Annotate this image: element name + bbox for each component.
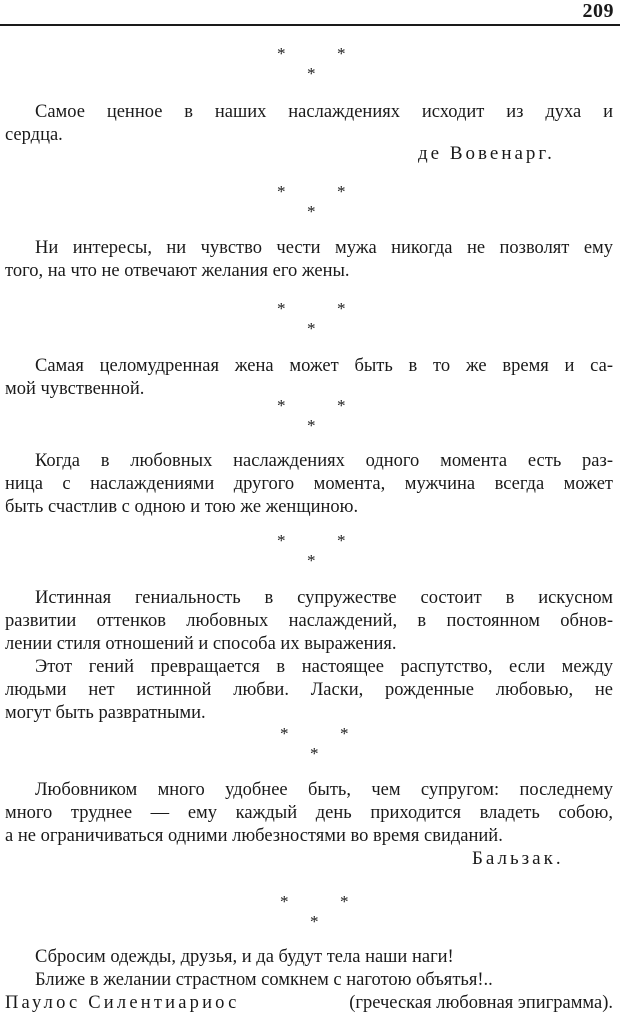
aphorism-vauvenargues <box>5 101 613 147</box>
verse-line: Сбросим одежды, друзья, и да будут тела наши наги! <box>35 947 454 967</box>
asterisk: * <box>307 416 316 435</box>
text-line: развитии оттенков любовных наслаждений, в постоянном обнов- <box>5 611 613 631</box>
aphorism-husband-honor <box>5 237 613 283</box>
asterisk: * <box>340 892 349 911</box>
epigram-source: (греческая любовная эпиграмма). <box>349 993 613 1013</box>
text-line: Этот гений превращается в настоящее распутство, если между <box>35 657 613 677</box>
text-line: Истинная гениальность в супружестве состоит в искусном <box>35 588 613 608</box>
epigram-author: Паулос Силентиариос <box>5 993 240 1013</box>
asterisk: * <box>277 44 286 63</box>
text-line: Когда в любовных наслаждениях одного момента есть раз- <box>35 451 613 471</box>
asterisk: * <box>277 396 286 415</box>
page-number: 209 <box>582 0 614 22</box>
asterisk: * <box>337 44 346 63</box>
aphorism-moments-of-pleasure <box>5 450 613 519</box>
asterism-separator <box>277 182 367 221</box>
asterism-separator <box>277 396 367 435</box>
asterisk: * <box>307 202 316 221</box>
text-line: а не ограничиваться одними любезностями во время свиданий. <box>5 826 503 846</box>
text-line: Ни интересы, ни чувство чести мужа никогда не позволят ему <box>35 238 613 258</box>
attribution-vauvenargues: де Вовенарг. <box>418 143 555 164</box>
epigram-verse <box>35 946 493 992</box>
text-line: людьми нет истинной любви. Ласки, рожденные любовью, не <box>5 680 613 700</box>
asterisk: * <box>280 892 289 911</box>
asterism-separator <box>277 531 367 570</box>
asterisk: * <box>277 182 286 201</box>
asterisk: * <box>307 64 316 83</box>
asterisk: * <box>340 724 349 743</box>
text-line: мой чувственной. <box>5 379 145 399</box>
asterisk: * <box>337 396 346 415</box>
text-line: много труднее — ему каждый день приходится владеть собою, <box>5 803 613 823</box>
text-line: быть счастлив с одною и тою же женщиною. <box>5 497 359 517</box>
text-line: лении стиля отношений и способа их выражения. <box>5 634 397 654</box>
aphorism-genius-in-marriage <box>5 587 613 725</box>
asterism-separator <box>277 44 367 83</box>
text-line: Самая целомудренная жена может быть в то же время и са- <box>35 356 613 376</box>
text-line: могут быть развратными. <box>5 703 206 723</box>
asterism-separator <box>280 892 370 931</box>
header-rule <box>0 24 620 26</box>
aphorism-lover-vs-husband <box>5 779 613 848</box>
asterism-separator <box>277 299 367 338</box>
asterism-separator <box>280 724 370 763</box>
attribution-balzac: Бальзак. <box>472 848 564 869</box>
asterisk: * <box>277 531 286 550</box>
text-line: Самое ценное в наших наслаждениях исходит из духа и <box>35 102 613 122</box>
aphorism-chaste-wife <box>5 355 613 401</box>
asterisk: * <box>280 724 289 743</box>
text-line: Любовником много удобнее быть, чем супругом: последнему <box>35 780 613 800</box>
asterisk: * <box>310 912 319 931</box>
asterisk: * <box>277 299 286 318</box>
asterisk: * <box>307 319 316 338</box>
text-line: ница с наслаждениями другого момента, мужчина всегда может <box>5 474 613 494</box>
asterisk: * <box>337 182 346 201</box>
text-line: того, на что не отвечают желания его жены. <box>5 261 350 281</box>
epigram-attribution <box>5 993 613 1014</box>
asterisk: * <box>337 531 346 550</box>
asterisk: * <box>307 551 316 570</box>
asterisk: * <box>310 744 319 763</box>
asterisk: * <box>337 299 346 318</box>
verse-line: Ближе в желании страстном сомкнем с наготою объятья!.. <box>35 970 493 990</box>
text-line: сердца. <box>5 125 63 145</box>
